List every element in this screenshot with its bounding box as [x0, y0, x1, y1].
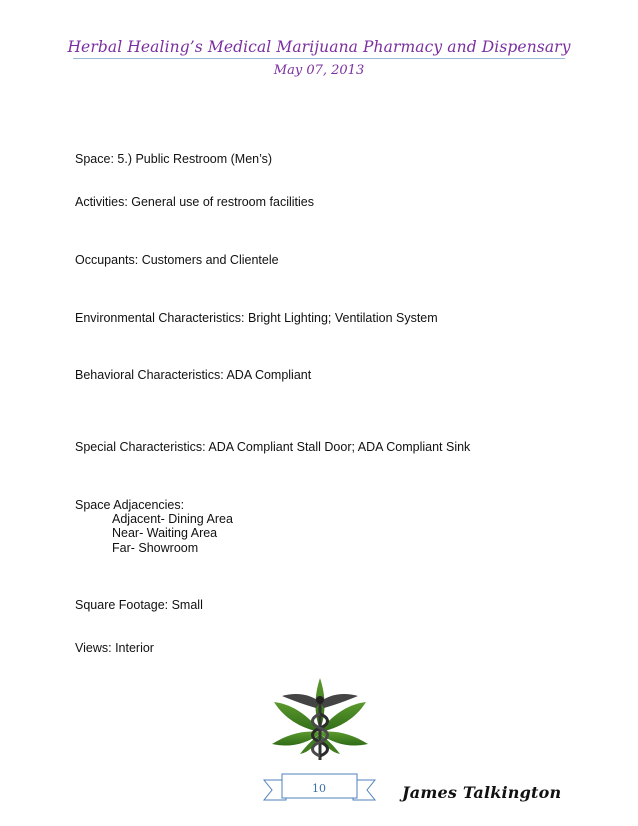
header-divider — [73, 58, 565, 59]
activities-line: Activities: General use of restroom facilities — [75, 195, 314, 209]
header-date: May 07, 2013 — [273, 63, 365, 78]
special-line: Special Characteristics: ADA Compliant Stall Door; ADA Compliant Sink — [75, 440, 471, 454]
author-signature: James Talkington — [402, 783, 562, 802]
square-footage-line: Square Footage: Small — [75, 598, 203, 612]
adjacency-item: Far- Showroom — [112, 541, 199, 555]
environmental-line: Environmental Characteristics: Bright Lighting; Ventilation System — [75, 311, 438, 325]
occupants-line: Occupants: Customers and Clientele — [75, 253, 279, 267]
views-line: Views: Interior — [75, 641, 154, 655]
space-line: Space: 5.) Public Restroom (Men’s) — [75, 152, 273, 166]
adjacencies-label: Space Adjacencies: — [75, 498, 185, 512]
behavioral-line: Behavioral Characteristics: ADA Compliant — [75, 368, 312, 382]
adjacency-item: Adjacent- Dining Area — [112, 512, 233, 526]
caduceus-cannabis-leaf-icon — [270, 674, 370, 766]
adjacency-item: Near- Waiting Area — [112, 526, 218, 540]
header-title: Herbal Healing’s Medical Marijuana Pharmacy and Dispensary — [67, 38, 571, 56]
page-number: 10 — [312, 782, 326, 795]
